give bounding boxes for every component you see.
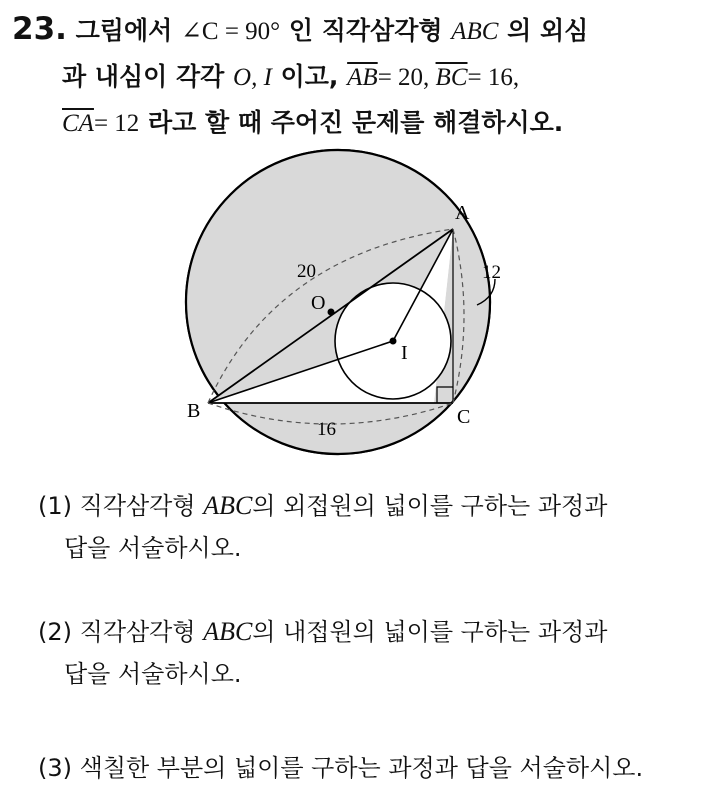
triangle-name: ABC bbox=[451, 18, 499, 45]
question-text: 색칠한 부분의 넓이를 구하는 과정과 답을 서술하시오. bbox=[72, 754, 644, 782]
label-c: C bbox=[457, 406, 471, 428]
centers-expression: O, I bbox=[233, 64, 272, 91]
label-side-ca: 12 bbox=[482, 262, 501, 283]
point-i bbox=[390, 338, 397, 345]
question-text: 직각삼각형 bbox=[72, 492, 204, 520]
question-1 bbox=[38, 486, 607, 526]
segment-bc-value: = 16, bbox=[467, 64, 520, 91]
statement-line-2 bbox=[62, 60, 519, 95]
label-a: A bbox=[455, 202, 470, 224]
angle-expression: ∠C = 90° bbox=[180, 18, 281, 45]
question-number: (3) bbox=[38, 754, 72, 782]
point-o bbox=[328, 309, 335, 316]
triangle-name: ABC bbox=[203, 617, 253, 646]
statement-text: 인 직각삼각형 bbox=[288, 16, 452, 45]
question-3 bbox=[38, 748, 643, 788]
question-2-line-2: 답을 서술하시오. bbox=[64, 660, 242, 688]
label-b: B bbox=[187, 400, 201, 422]
segment-ca: $\overline{CA}$ bbox=[62, 110, 94, 137]
statement-line-3 bbox=[62, 106, 563, 141]
triangle-name: ABC bbox=[203, 491, 253, 520]
segment-ab-value: = 20, bbox=[377, 64, 436, 91]
segment-bc: $\overline{BC}$ bbox=[435, 64, 468, 91]
question-number: (2) bbox=[38, 618, 72, 646]
segment-ab: $\overline{AB}$ bbox=[347, 64, 378, 91]
label-i: I bbox=[401, 342, 408, 364]
question-1-line-2: 답을 서술하시오. bbox=[64, 534, 242, 562]
statement-text: 과 내심이 각각 bbox=[62, 62, 234, 91]
statement-text: 이고, bbox=[280, 62, 348, 91]
statement-text: 의 외심 bbox=[507, 16, 589, 45]
question-text: 의 외접원의 넓이를 구하는 과정과 bbox=[252, 492, 608, 520]
statement-text: 그림에서 bbox=[75, 16, 181, 45]
label-side-bc: 16 bbox=[317, 419, 336, 440]
statement-line-1 bbox=[12, 12, 588, 49]
label-o: O bbox=[311, 292, 326, 314]
question-text: 직각삼각형 bbox=[72, 618, 204, 646]
question-number: (1) bbox=[38, 492, 72, 520]
statement-text: 라고 할 때 주어진 문제를 해결하시오. bbox=[148, 108, 564, 137]
label-side-ab: 20 bbox=[297, 261, 316, 282]
question-text: 의 내접원의 넓이를 구하는 과정과 bbox=[252, 618, 608, 646]
segment-ca-value: = 12 bbox=[93, 110, 140, 137]
problem-number: 23. bbox=[12, 11, 67, 47]
question-2 bbox=[38, 612, 607, 652]
geometry-figure bbox=[175, 145, 515, 465]
